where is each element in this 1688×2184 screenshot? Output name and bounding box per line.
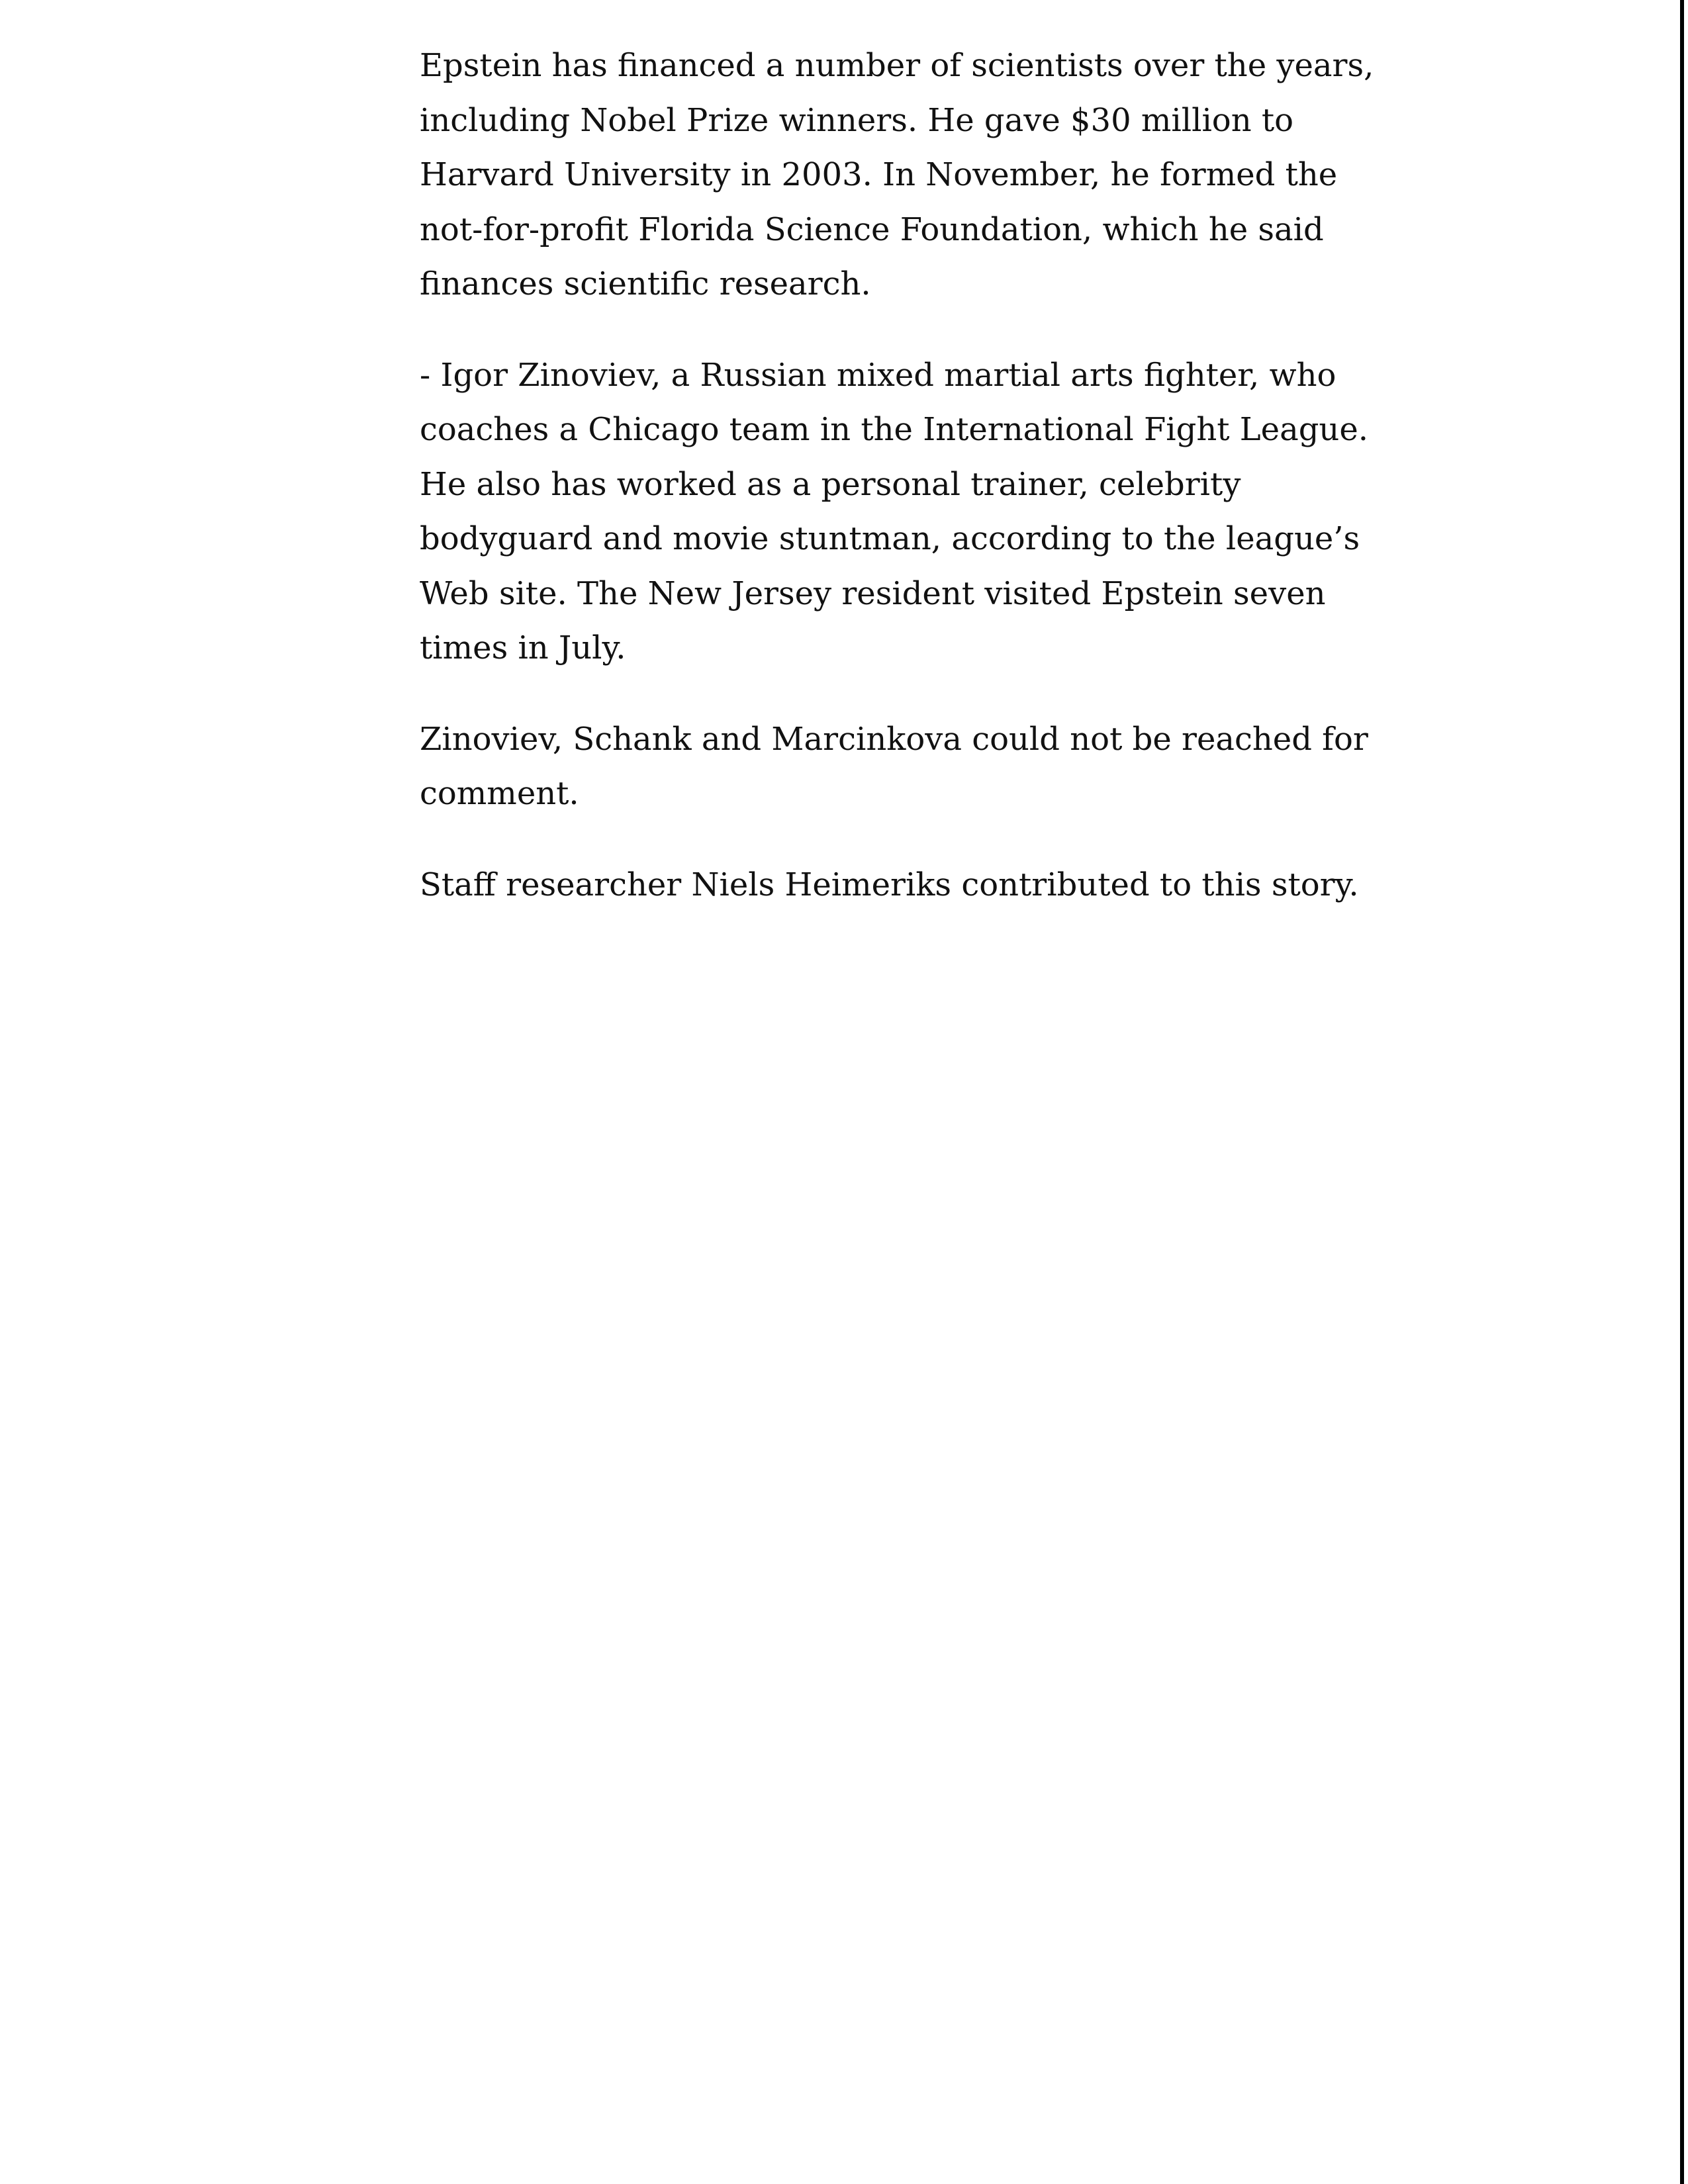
text-line: comment. [420,775,579,812]
text-line: finances scientific research. [420,265,871,302]
text-line: not-for-profit Florida Science Foundation, which he said [420,210,1324,248]
paragraph-zinoviev [420,348,1368,676]
text-line: Web site. The New Jersey resident visited Epstein seven [420,574,1326,612]
text-line: - Igor Zinoviev, a Russian mixed martial arts fighter, who [420,356,1336,394]
text-line: Harvard University in 2003. In November, he formed the [420,156,1338,193]
article-body [420,38,1374,948]
text-line: He also has worked as a personal trainer, celebrity [420,465,1241,503]
text-line: Zinoviev, Schank and Marcinkova could not be reached for [420,720,1368,758]
text-line: bodyguard and movie stuntman, according to the league’s [420,520,1360,557]
paragraph-no-comment [420,712,1368,821]
paragraph-contributor-credit [420,858,1359,913]
text-line: Epstein has financed a number of scientists over the years, [420,47,1374,84]
text-line: Staff researcher Niels Heimeriks contributed to this story. [420,866,1359,903]
text-line: coaches a Chicago team in the International Fight League. [420,411,1368,448]
page-edge-border [1680,0,1684,2184]
text-line: including Nobel Prize winners. He gave $30 million to [420,101,1294,139]
text-line: times in July. [420,629,626,666]
paragraph-epstein-financing [420,38,1374,312]
